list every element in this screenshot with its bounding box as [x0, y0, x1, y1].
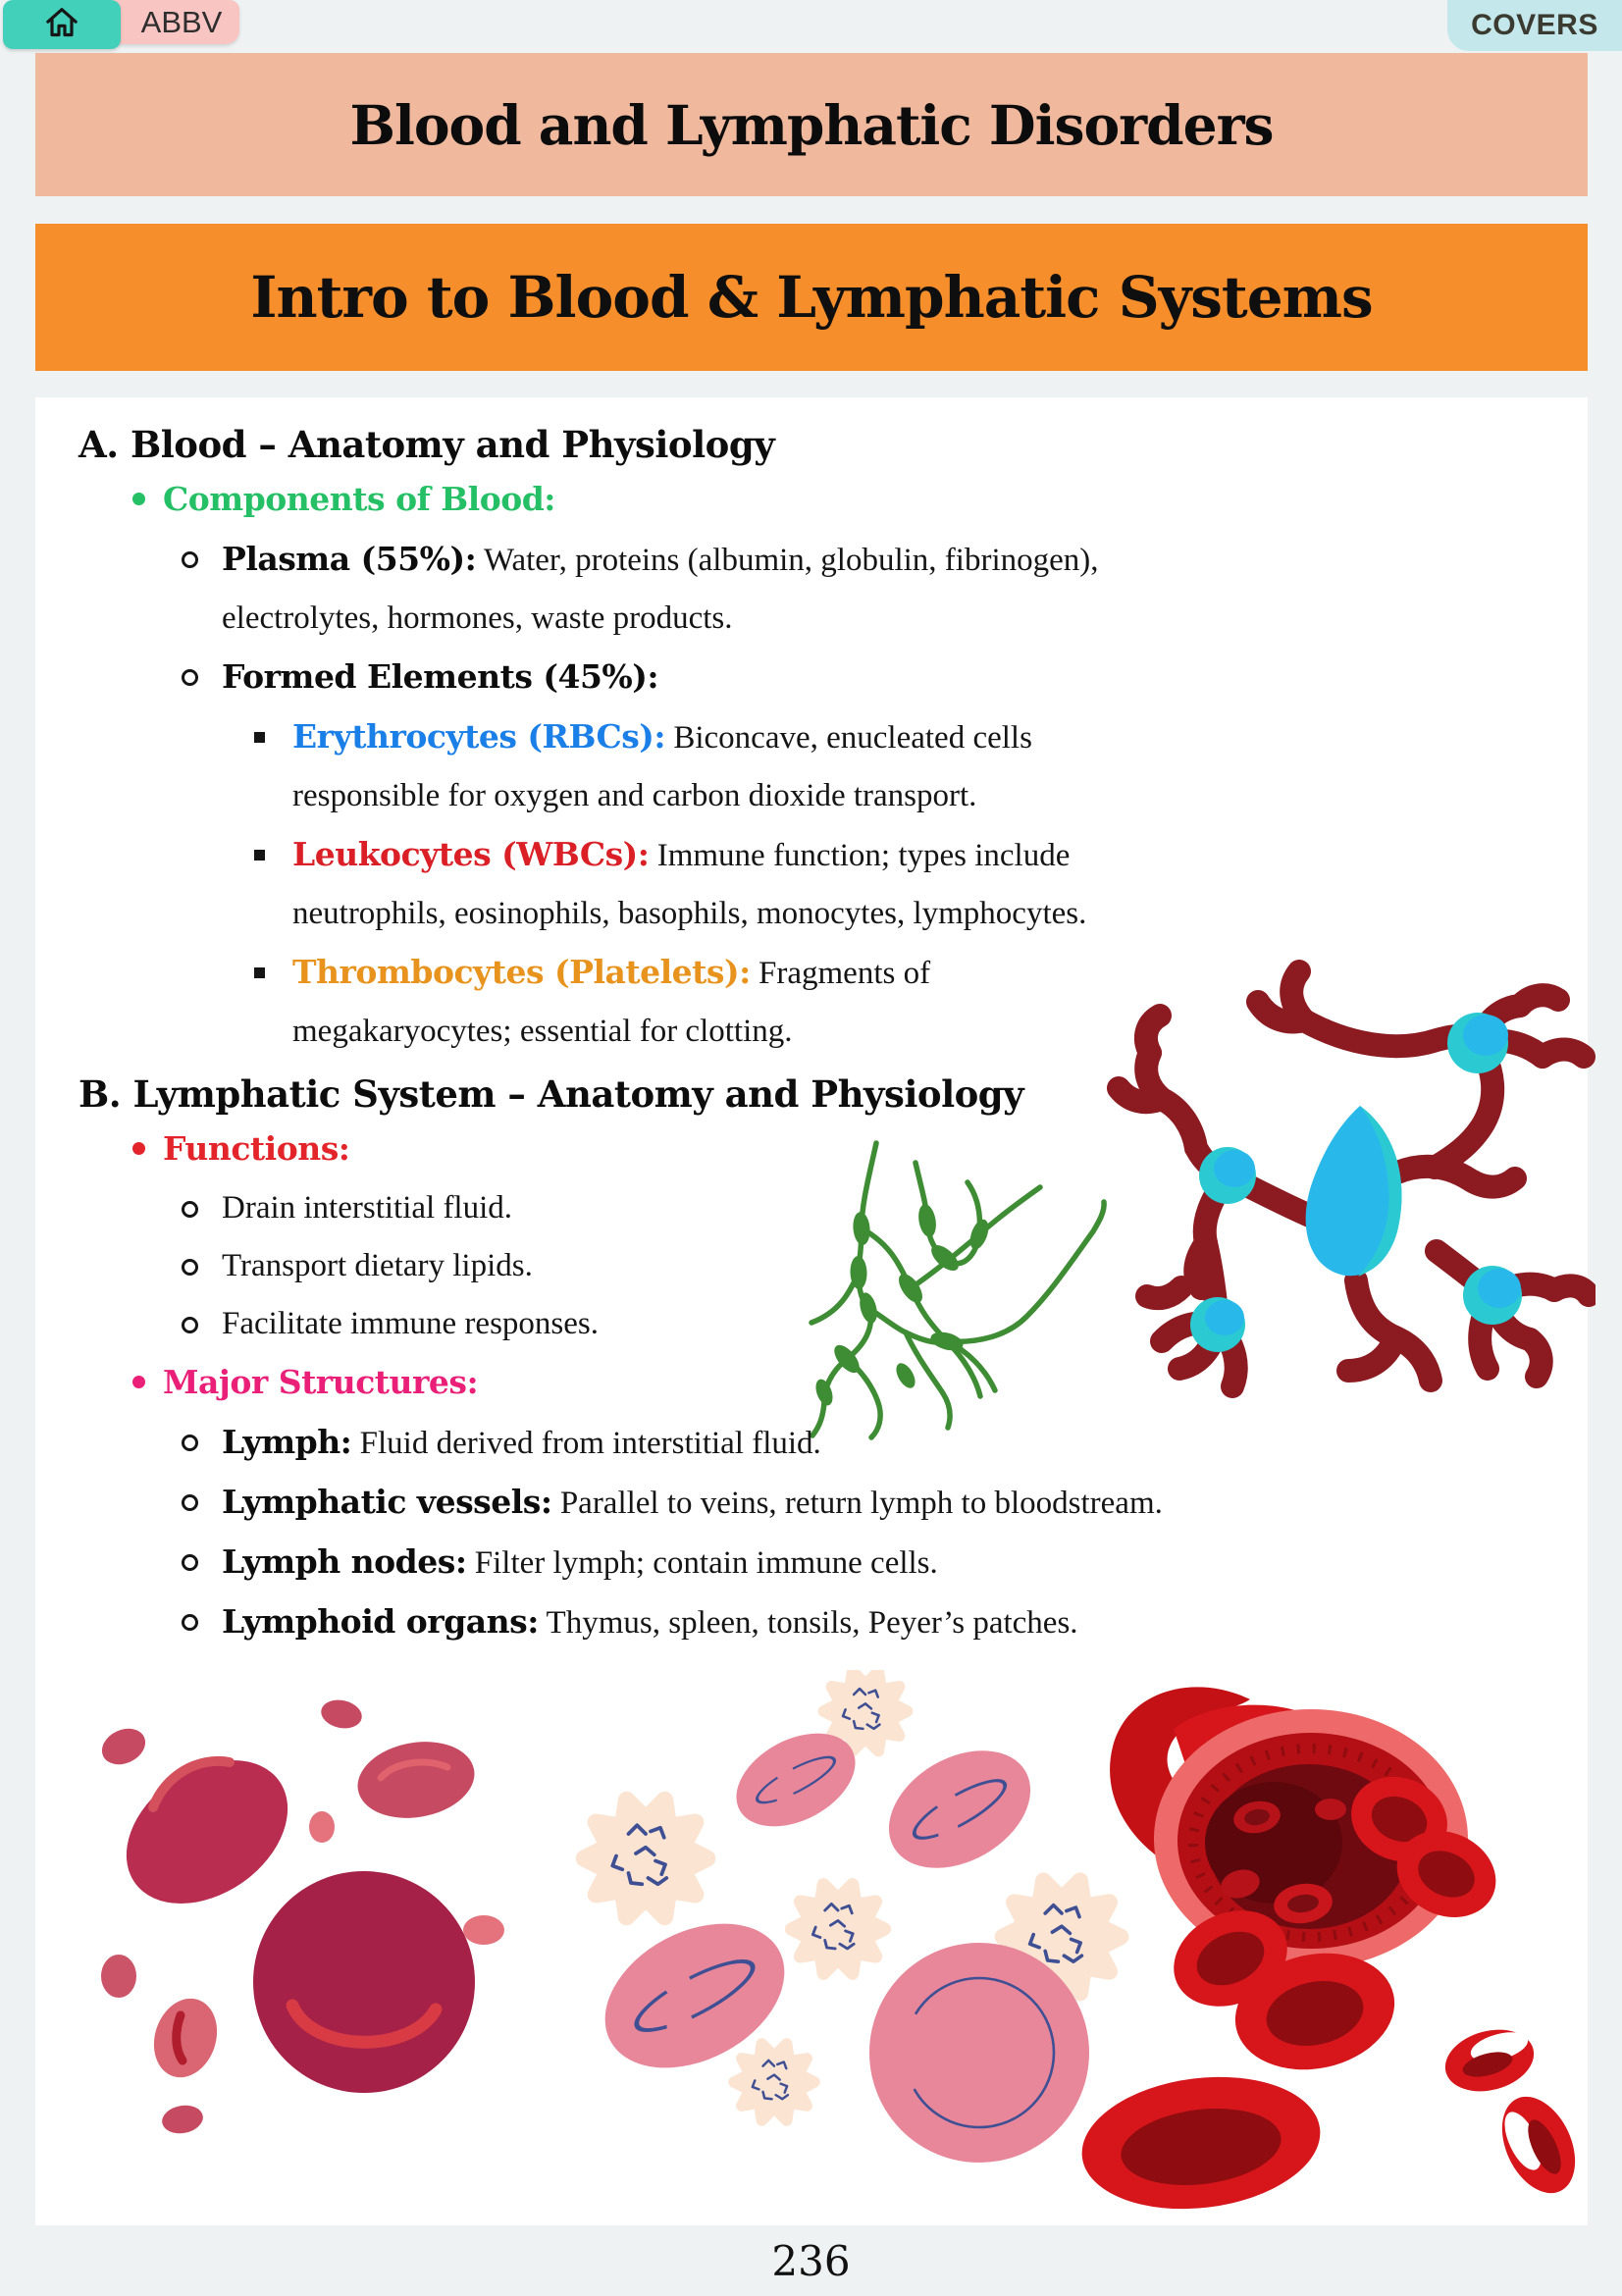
blood-cells-illustration [35, 1670, 1592, 2221]
list-item [35, 1592, 1588, 1652]
covers-button-label: COVERS [1471, 9, 1598, 41]
list-item [35, 943, 1136, 1061]
top-bar [0, 0, 1622, 51]
list-item-lead: Lymph: [222, 1423, 352, 1461]
bullet-square [254, 967, 265, 978]
bullet-circle [182, 669, 198, 686]
list-item-lead: Leukocytes (WBCs): [292, 835, 650, 873]
bullet-circle [182, 1435, 198, 1451]
section-b-heading: B. Lymphatic System – Anatomy and Physiology [78, 1072, 1024, 1116]
bullet-circle [182, 1494, 198, 1511]
tab-abbv[interactable] [110, 0, 239, 44]
list-item [35, 1413, 1588, 1473]
list-item [35, 1179, 1588, 1237]
list-item-text: Facilitate immune responses. [222, 1306, 599, 1341]
list-item-lead: Components of Blood: [163, 480, 555, 518]
section-title: Intro to Blood & Lymphatic Systems [250, 264, 1373, 331]
notes-body [35, 397, 1588, 1652]
list-item-lead: Major Structures: [163, 1363, 479, 1401]
bullet-disc [132, 493, 145, 505]
list-item-text: Water, proteins (albumin, globulin, fibrinogen), electrolytes, hormones, waste products. [222, 543, 1099, 636]
bullet-square [254, 850, 265, 861]
bullet-circle [182, 551, 198, 568]
title-banner [35, 53, 1588, 196]
list-item-text: Fluid derived from interstitial fluid. [351, 1426, 821, 1461]
list-item-lead: Lymphatic vessels: [222, 1483, 552, 1521]
list-item-lead: Functions: [163, 1129, 350, 1168]
list-item [35, 1237, 1588, 1295]
list-item [35, 1533, 1588, 1592]
list-item-lead: Lymph nodes: [222, 1542, 467, 1581]
home-button[interactable] [3, 0, 121, 49]
blood-vessel-illustration [1074, 1687, 1590, 2221]
list-item [35, 1120, 1588, 1179]
bullet-circle [182, 1614, 198, 1631]
list-item-lead: Plasma (55%): [222, 540, 477, 578]
bullet-circle [182, 1201, 198, 1218]
list-item-text: Biconcave, enucleated cells responsible for oxygen and carbon dioxide transport. [292, 720, 1032, 813]
subtitle-banner [35, 224, 1588, 371]
list-item [35, 825, 1117, 943]
list-item [35, 707, 1180, 825]
list-item-text: Transport dietary lipids. [222, 1248, 533, 1283]
bullet-circle [182, 1259, 198, 1276]
list-item-lead: Erythrocytes (RBCs): [292, 717, 666, 756]
page-number: 236 [771, 2236, 851, 2285]
list-item-text: Immune function; types include neutrophils, eosinophils, basophils, monocytes, lymphocytes. [292, 838, 1087, 931]
rbc-cluster-left [96, 1696, 504, 2136]
list-item-text: Fragments of megakaryocytes; essential for clotting. [292, 956, 931, 1049]
bullet-circle [182, 1554, 198, 1571]
content-card [35, 397, 1588, 2225]
rbc-cluster-middle [580, 1672, 1121, 2163]
list-item [35, 530, 1125, 648]
home-icon [42, 3, 81, 47]
bullet-disc [132, 1376, 145, 1388]
list-item-text: Parallel to veins, return lymph to bloodstream. [551, 1486, 1163, 1521]
page-title: Blood and Lymphatic Disorders [349, 92, 1274, 157]
list-item [35, 1353, 1588, 1413]
list-item [35, 470, 1588, 530]
list-item-text: Thymus, spleen, tonsils, Peyer’s patches. [538, 1605, 1078, 1641]
list-item [35, 648, 1588, 707]
list-item-lead: Lymphoid organs: [222, 1602, 539, 1641]
bullet-square [254, 732, 265, 743]
page-footer [0, 2225, 1622, 2296]
bullet-disc [132, 1142, 145, 1155]
list-item-text: Filter lymph; contain immune cells. [466, 1545, 938, 1581]
list-item-lead: Formed Elements (45%): [222, 657, 659, 696]
list-item [35, 1473, 1588, 1533]
list-item-text: Drain interstitial fluid. [222, 1190, 513, 1226]
tab-abbv-label: ABBV [140, 4, 223, 39]
covers-button[interactable] [1447, 0, 1622, 51]
list-item [35, 1295, 1588, 1353]
bullet-circle [182, 1317, 198, 1333]
list-item-lead: Thrombocytes (Platelets): [292, 953, 751, 991]
section-a-heading: A. Blood – Anatomy and Physiology [78, 423, 775, 466]
